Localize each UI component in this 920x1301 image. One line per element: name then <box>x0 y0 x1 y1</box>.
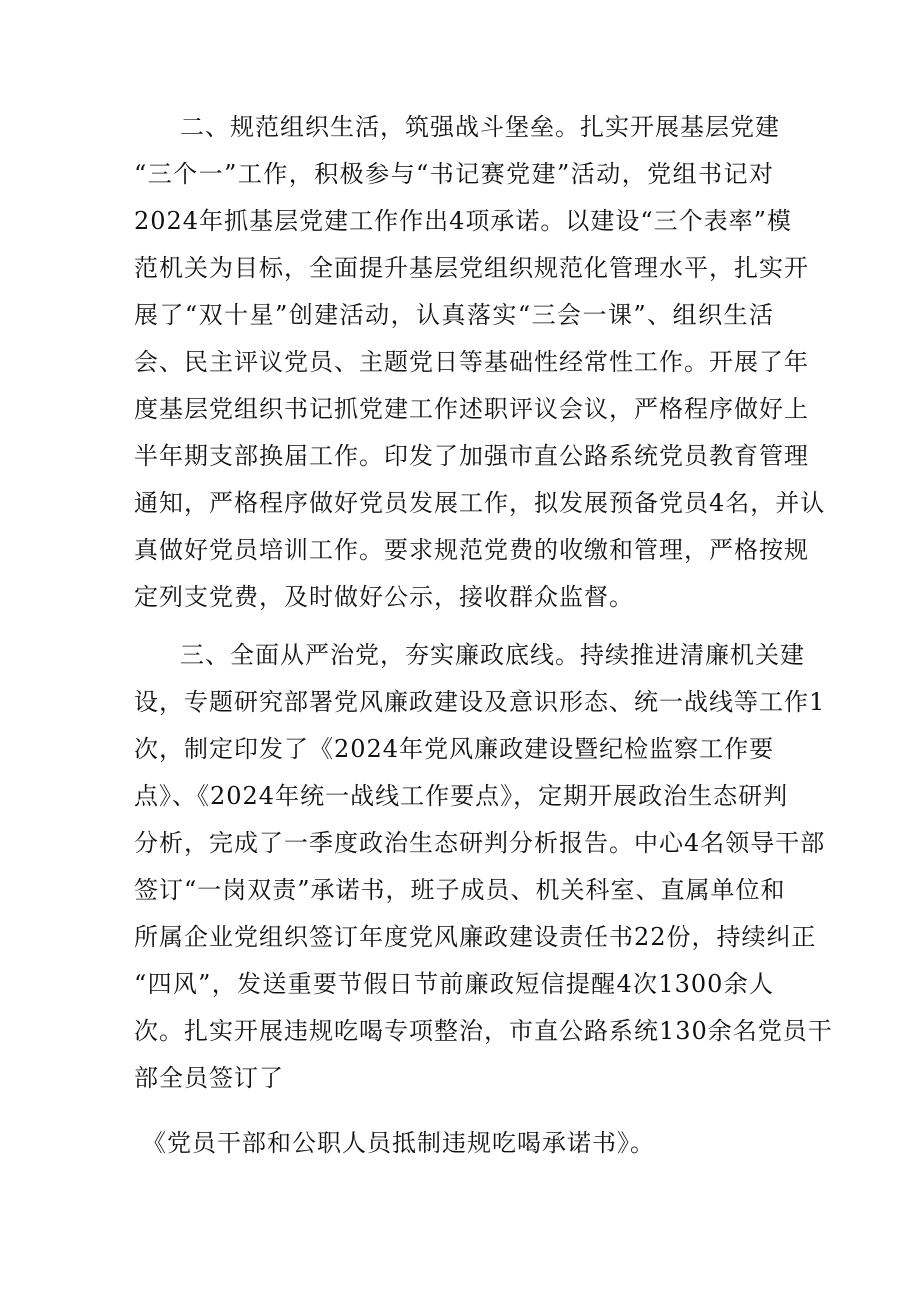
text-line: 所属企业党组织签订年度党风廉政建设责任书22份，持续纠正 <box>134 923 817 951</box>
text-line: 度基层党组织书记抓党建工作述职评议会议，严格程序做好上 <box>134 395 809 423</box>
text-line: 范机关为目标，全面提升基层党组织规范化管理水平，扎实开 <box>134 254 809 282</box>
text-line: 签订“一岗双责”承诺书，班子成员、机关科室、直属单位和 <box>134 876 786 904</box>
text-line: “三个一”工作，积极参与“书记赛党建”活动，党组书记对 <box>134 160 774 188</box>
text-line: 二、规范组织生活，筑强战斗堡垒。扎实开展基层党建 <box>180 113 780 141</box>
text-line: “四风”，发送重要节假日节前廉政短信提醒4次1300余人 <box>134 970 774 998</box>
text-line: 《党员干部和公职人员抵制违规吃喝承诺书》。 <box>142 1129 655 1157</box>
text-line: 半年期支部换届工作。印发了加强市直公路系统党员教育管理 <box>134 442 809 470</box>
text-line: 定列支党费，及时做好公示，接收群众监督。 <box>134 583 634 611</box>
text-line: 真做好党员培训工作。要求规范党费的收缴和管理，严格按规 <box>134 536 809 564</box>
text-line: 次。扎实开展违规吃喝专项整治，市直公路系统130余名党员干 <box>134 1017 833 1045</box>
text-line: 设，专题研究部署党风廉政建设及意识形态、统一战线等工作1 <box>134 688 826 716</box>
text-line: 展了“双十星”创建活动，认真落实“三会一课”、组织生活 <box>134 301 774 329</box>
text-line: 会、民主评议党员、主题党日等基础性经常性工作。开展了年 <box>134 348 809 376</box>
text-line: 部全员签订了 <box>134 1064 284 1092</box>
text-line: 分析，完成了一季度政治生态研判分析报告。中心4名领导干部 <box>134 829 826 857</box>
text-line: 次，制定印发了《2024年党风廉政建设暨纪检监察工作要 <box>134 735 775 763</box>
text-line: 三、全面从严治党，夯实廉政底线。持续推进清廉机关建 <box>180 641 805 669</box>
text-line: 通知，严格程序做好党员发展工作，拟发展预备党员4名，并认 <box>134 489 826 517</box>
text-line: 2024年抓基层党建工作作出4项承诺。以建设“三个表率”模 <box>134 207 792 235</box>
text-line: 点》、《2024年统一战线工作要点》，定期开展政治生态研判 <box>134 782 789 810</box>
